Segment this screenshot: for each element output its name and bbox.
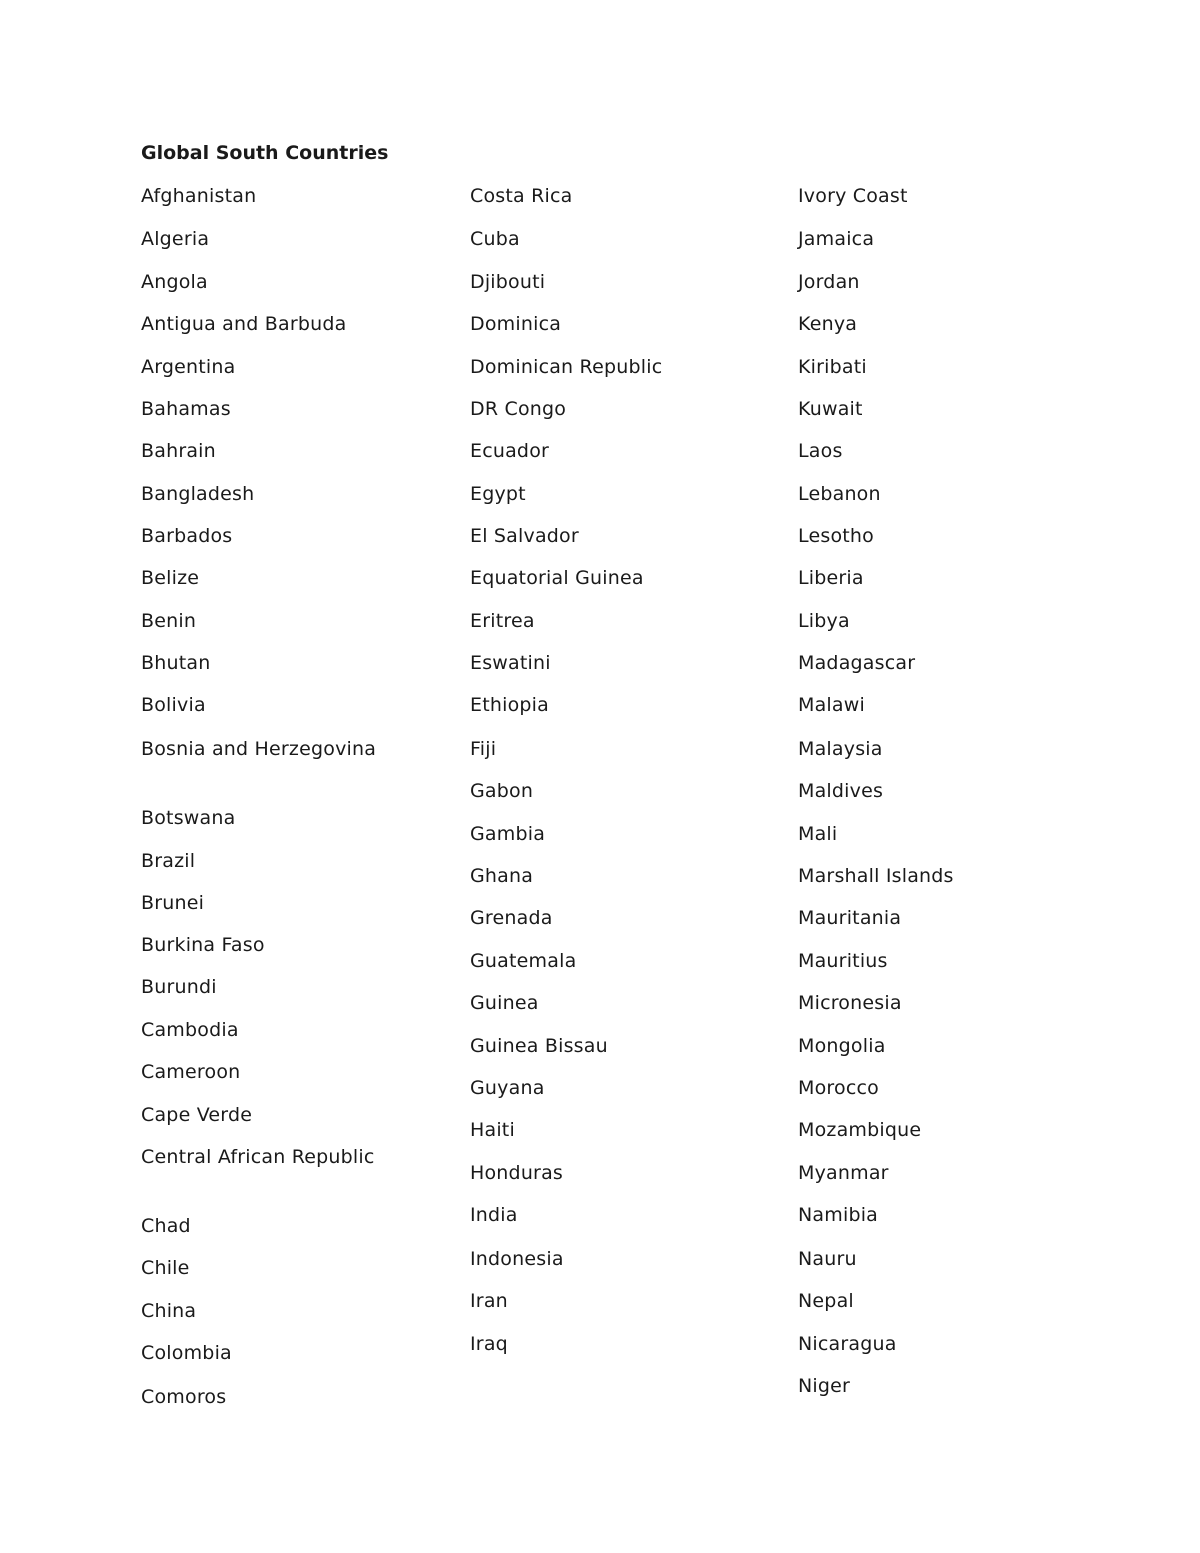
country-item: Cuba [470,228,520,250]
country-item: Benin [141,610,197,632]
country-item: Eswatini [470,652,551,674]
country-item: Lebanon [798,483,881,505]
country-item: Mongolia [798,1035,886,1057]
country-item: Belize [141,567,200,589]
country-item: Costa Rica [470,185,573,207]
country-item: Myanmar [798,1162,889,1184]
country-item: Nepal [798,1290,854,1312]
country-item: Nauru [798,1248,857,1270]
country-item: Nicaragua [798,1333,897,1355]
country-item: Ecuador [470,440,550,462]
country-item: Burundi [141,976,217,998]
country-item: Iraq [470,1333,508,1355]
country-item: Jamaica [798,228,875,250]
country-item: Guinea Bissau [470,1035,608,1057]
country-item: Honduras [470,1162,564,1184]
country-item: Iran [470,1290,508,1312]
country-item: China [141,1300,197,1322]
country-item: El Salvador [470,525,579,547]
country-item: Djibouti [470,271,546,293]
country-item: Libya [798,610,850,632]
country-item: Madagascar [798,652,916,674]
country-item: Marshall Islands [798,865,954,887]
country-item: Dominican Republic [470,356,663,378]
country-item: Chile [141,1257,190,1279]
country-item: Bahrain [141,440,216,462]
country-item: Colombia [141,1342,232,1364]
country-item: Mali [798,823,838,845]
country-item: Cambodia [141,1019,239,1041]
country-item: Bhutan [141,652,211,674]
country-item: Botswana [141,807,236,829]
country-item: Kuwait [798,398,863,420]
country-item: Guyana [470,1077,545,1099]
country-item: Cameroon [141,1061,241,1083]
country-item: Fiji [470,738,497,760]
country-item: Barbados [141,525,233,547]
country-item: Eritrea [470,610,535,632]
country-item: Equatorial Guinea [470,567,644,589]
country-item: Afghanistan [141,185,257,207]
country-item: Bangladesh [141,483,255,505]
country-item: Malaysia [798,738,883,760]
country-item: Namibia [798,1204,879,1226]
country-item: Ethiopia [470,694,549,716]
country-item: Haiti [470,1119,515,1141]
country-item: Bolivia [141,694,206,716]
country-item: Kenya [798,313,858,335]
country-item: Morocco [798,1077,879,1099]
country-item: Guatemala [470,950,577,972]
page-title: Global South Countries [141,142,389,164]
country-item: Ivory Coast [798,185,908,207]
country-item: Burkina Faso [141,934,265,956]
country-item: Liberia [798,567,864,589]
country-item: Gambia [470,823,546,845]
country-item: Comoros [141,1386,227,1408]
country-item: DR Congo [470,398,567,420]
country-item: Kiribati [798,356,867,378]
country-item: Dominica [470,313,562,335]
country-item: Mozambique [798,1119,922,1141]
country-item: Ghana [470,865,534,887]
country-item: Gabon [470,780,534,802]
country-item: Laos [798,440,843,462]
country-item: Guinea [470,992,539,1014]
country-item: Jordan [798,271,860,293]
country-item: Grenada [470,907,553,929]
country-item: Egypt [470,483,526,505]
country-item: Bosnia and Herzegovina [141,738,377,760]
country-item: Indonesia [470,1248,564,1270]
country-item: Micronesia [798,992,902,1014]
country-item: Angola [141,271,208,293]
country-item: Mauritius [798,950,888,972]
country-item: Maldives [798,780,884,802]
country-item: Cape Verde [141,1104,253,1126]
country-item: India [470,1204,518,1226]
country-item: Bahamas [141,398,231,420]
country-item: Argentina [141,356,236,378]
country-item: Malawi [798,694,865,716]
country-item: Algeria [141,228,210,250]
country-item: Antigua and Barbuda [141,313,347,335]
country-item: Chad [141,1215,191,1237]
country-item: Mauritania [798,907,902,929]
country-item: Niger [798,1375,851,1397]
country-item: Lesotho [798,525,874,547]
country-item: Brunei [141,892,205,914]
country-item: Central African Republic [141,1146,375,1168]
country-item: Brazil [141,850,196,872]
